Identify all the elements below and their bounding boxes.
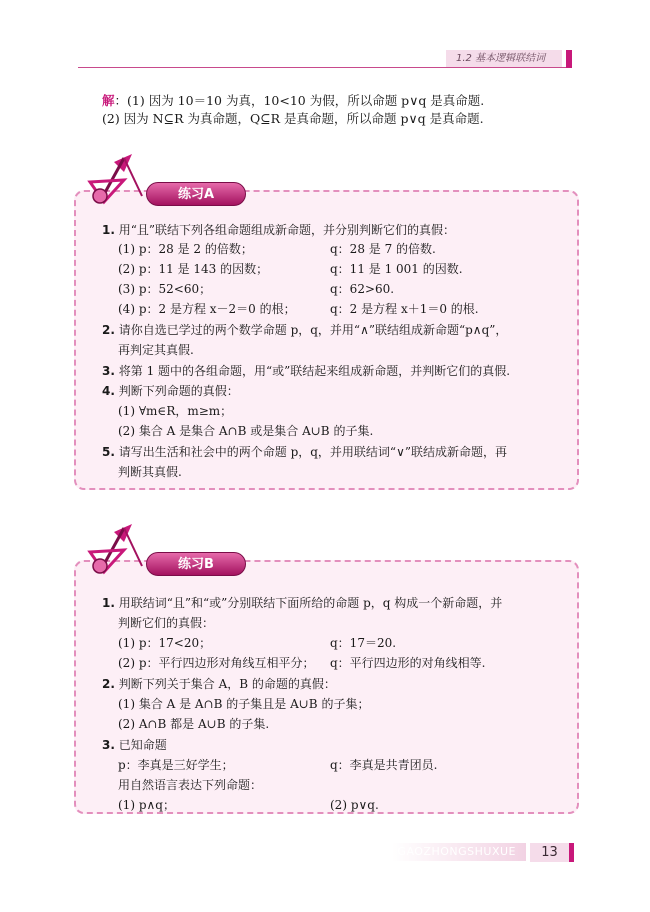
header-rule <box>78 67 566 68</box>
exercise-b-q3-q: q：李真是共青团员. <box>330 758 438 772</box>
exercise-b-q1-item-2-p: (2) p：平行四边形对角线互相平分； <box>118 656 315 670</box>
exercise-b-q1-item-1-q: q：17＝20. <box>330 636 397 650</box>
exercise-a-q4-item-2: (2) 集合 A 是集合 A∩B 或是集合 A∪B 的子集. <box>118 424 374 438</box>
exercise-b-q3: 3. 已知命题 <box>102 738 167 752</box>
solution-label: 解 <box>102 93 115 108</box>
exercise-b-q1-item-2-q: q：平行四边形的对角线相等. <box>330 656 486 670</box>
exercise-a-q2-cont: 再判定其真假. <box>118 343 194 357</box>
compass-ruler-icon <box>84 522 154 578</box>
exercise-a-badge <box>84 152 254 208</box>
page-number: 13 <box>530 843 574 862</box>
exercise-a-q1: 1. 用“且”联结下列各组命题组成新命题，并分别判断它们的真假： <box>102 223 456 237</box>
exercise-b-q1-cont: 判断它们的真假： <box>118 616 215 630</box>
exercise-a-q5-cont: 判断其真假. <box>118 465 182 479</box>
exercise-a-q2: 2. 请你自选已学过的两个数学命题 p，q，并用“∧”联结组成新命题“p∧q”， <box>102 323 508 337</box>
exercise-b-title: 练习B <box>146 552 246 576</box>
exercise-a-q1-item-1-p: (1) p：28 是 2 的倍数； <box>118 242 253 256</box>
solution-line-2: (2) 因为 N⊆R 为真命题，Q⊆R 是真命题，所以命题 p∨q 是真命题. <box>102 111 484 126</box>
exercise-a-q3: 3. 将第 1 题中的各组命题，用“或”联结起来组成新命题，并判断它们的真假. <box>102 364 511 378</box>
exercise-b-badge <box>84 522 254 578</box>
exercise-a-q5: 5. 请写出生活和社会中的两个命题 p，q，并用联结词“∨”联结成新命题，再 <box>102 445 507 459</box>
exercise-b-q3-item-2: (2) p∨q. <box>330 798 379 812</box>
exercise-a-q1-item-3-q: q：62>60. <box>330 282 395 296</box>
exercise-a-q1-item-4-p: (4) p：2 是方程 x－2＝0 的根； <box>118 302 296 316</box>
exercise-b-q3-item-1: (1) p∧q； <box>118 798 175 812</box>
exercise-b-q3-instruction: 用自然语言表达下列命题： <box>118 778 263 792</box>
exercise-a-q4-item-1: (1) ∀m∈R，m≥m； <box>118 404 233 418</box>
exercise-b-q1-item-1-p: (1) p：17<20； <box>118 636 212 650</box>
exercise-a-q4: 4. 判断下列命题的真假： <box>102 384 239 398</box>
exercise-b-q2-item-2: (2) A∩B 都是 A∪B 的子集. <box>118 717 270 731</box>
exercise-b-q2-item-1: (1) 集合 A 是 A∩B 的子集且是 A∪B 的子集； <box>118 697 370 711</box>
exercise-a-q1-item-3-p: (3) p：52<60； <box>118 282 212 296</box>
exercise-b-q1: 1. 用联结词“且”和“或”分别联结下面所给的命题 p，q 构成一个新命题，并 <box>102 596 503 610</box>
compass-ruler-icon <box>84 152 154 208</box>
exercise-b-q3-p: p：李真是三好学生； <box>118 758 234 772</box>
exercise-a-title: 练习A <box>146 182 246 206</box>
exercise-a-q1-item-4-q: q：2 是方程 x＋1＝0 的根. <box>330 302 479 316</box>
exercise-a-q1-item-1-q: q：28 是 7 的倍数. <box>330 242 436 256</box>
exercise-b-q2: 2. 判断下列关于集合 A，B 的命题的真假： <box>102 677 336 691</box>
exercise-a-q1-item-2-q: q：11 是 1 001 的因数. <box>330 262 463 276</box>
solution-line-1: 解：(1) 因为 10＝10 为真，10<10 为假，所以命题 p∨q 是真命题. <box>102 93 485 108</box>
header-accent-bar <box>566 50 572 68</box>
section-header-label: 1.2 基本逻辑联结词 <box>446 50 562 67</box>
footer-running-text: GAOZHONGSHUXUE <box>392 843 526 861</box>
exercise-a-q1-item-2-p: (2) p：11 是 143 的因数； <box>118 262 269 276</box>
